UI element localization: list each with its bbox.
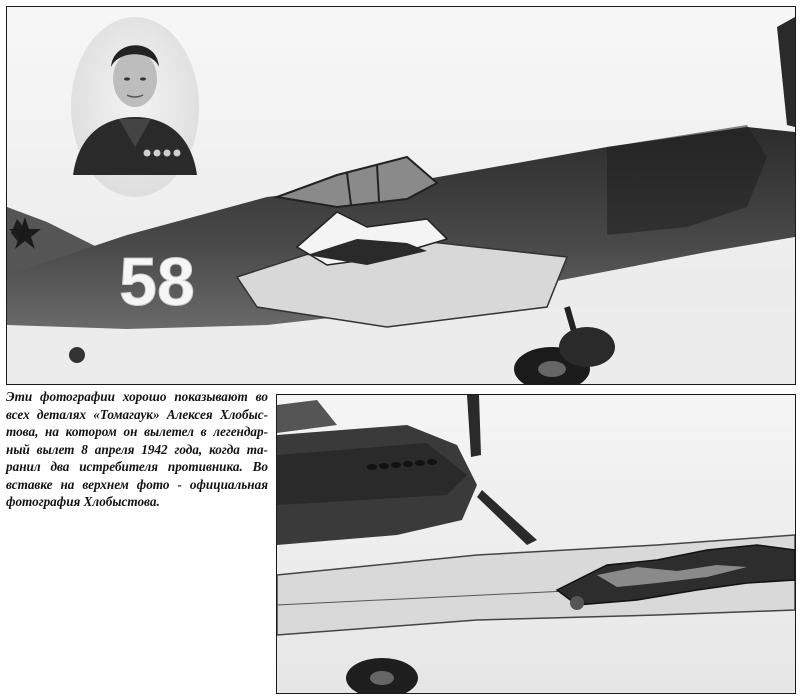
- caption-line: Эти фотографии хорошо показывают во: [6, 389, 268, 404]
- aircraft-number: 58: [119, 244, 195, 320]
- tomahawk-side-view-photo: [7, 7, 795, 384]
- caption-line: фотография Хлобыстова.: [6, 494, 160, 509]
- bottom-photo: [276, 394, 796, 694]
- top-photo: [6, 6, 796, 385]
- caption-line: ранил два истребителя противника. Во: [6, 459, 268, 474]
- caption-line: вставке на верхнем фото - официальная: [6, 476, 268, 492]
- caption-line: всех деталях «Томагаук» Алексея Хлобыс-: [6, 406, 268, 422]
- pilot-portrait-inset: [71, 17, 199, 197]
- caption-line: ный вылет 8 апреля 1942 года, когда та-: [6, 441, 268, 457]
- photo-caption: [6, 388, 268, 511]
- tomahawk-damaged-wing-photo: [277, 395, 795, 693]
- caption-line: това, на котором он вылетел в легендар-: [6, 424, 268, 439]
